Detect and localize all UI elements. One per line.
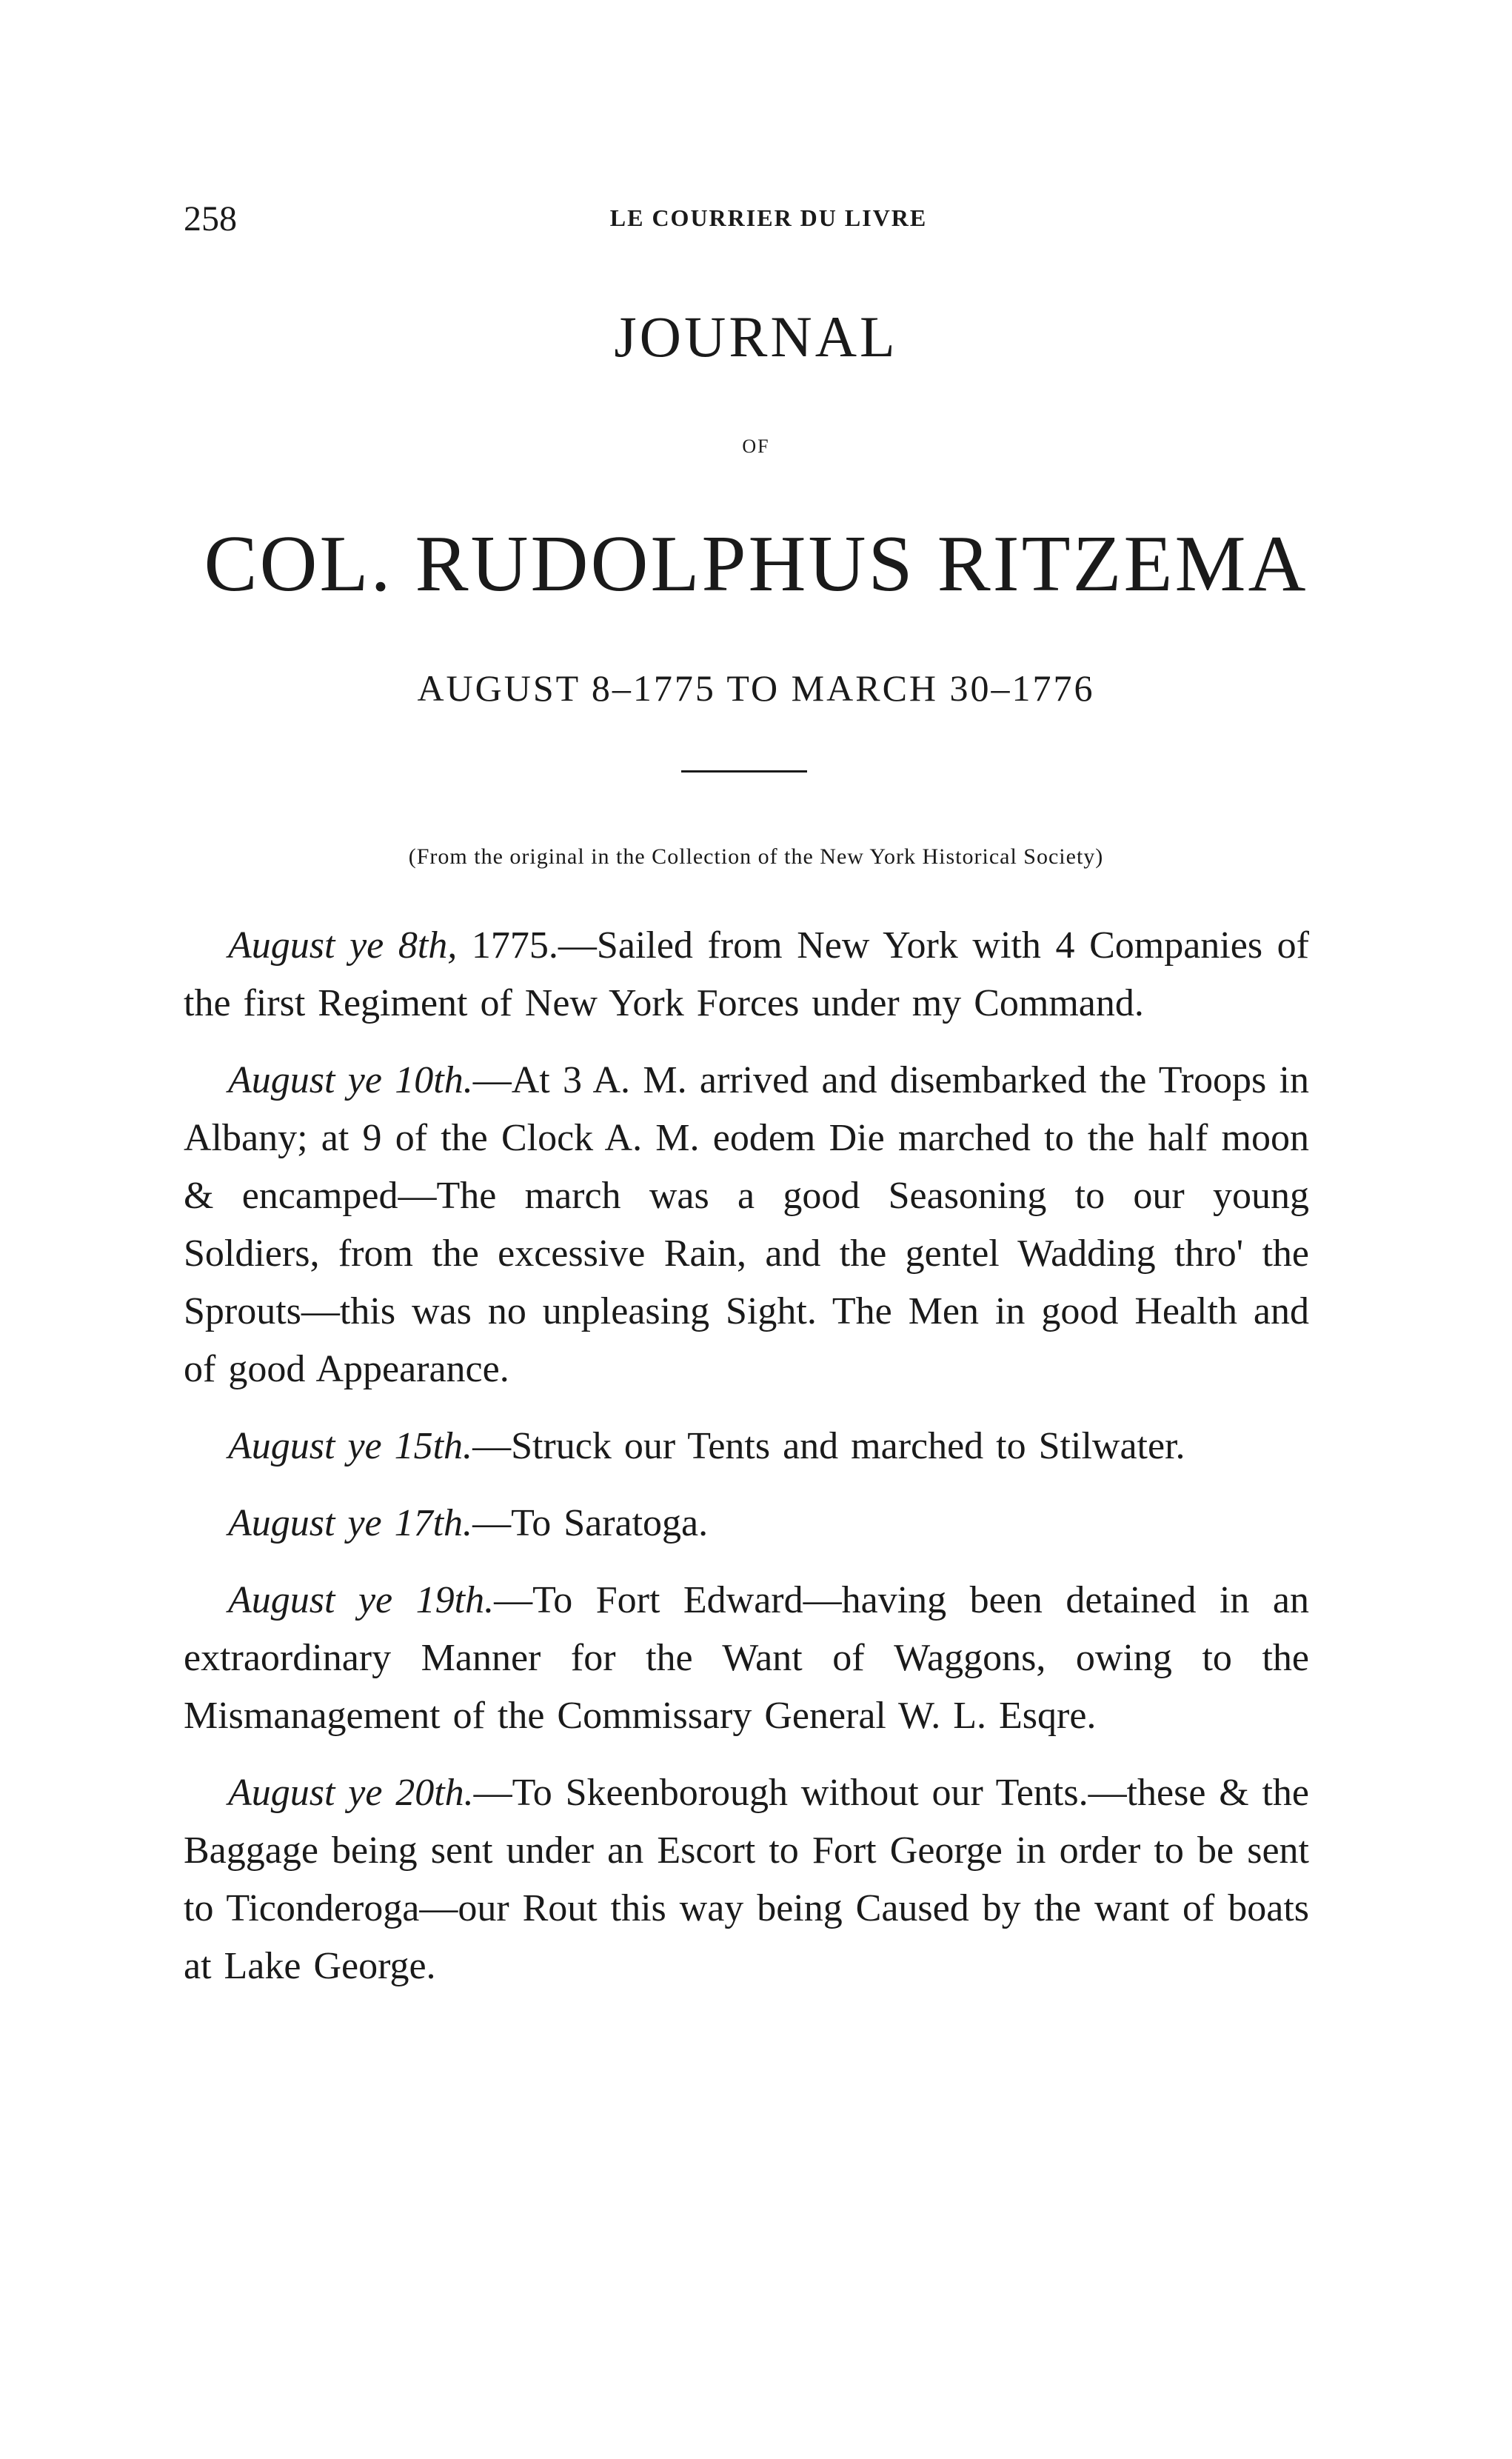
entry-date: August ye 15th. [228,1425,473,1467]
journal-entry [184,1495,1309,1552]
entry-date: August ye 10th. [228,1059,473,1101]
journal-entries [184,917,1309,2015]
journal-entry [184,1572,1309,1745]
author-name: COL. RUDOLPHUS RITZEMA [204,520,1308,608]
title-of: OF [742,436,770,457]
journal-entry [184,1764,1309,1995]
entry-text: 1775.—Sailed from New York with 4 Companies of the first Regiment of New York Forces under my Command. [184,924,1310,1024]
entry-date: August ye 8th, [228,924,458,967]
date-range: AUGUST 8–1775 TO MARCH 30–1776 [417,667,1095,709]
section-rule [681,770,807,773]
running-head [184,198,1309,243]
entry-date: August ye 19th. [228,1579,495,1621]
source-note: (From the original in the Collection of the New York Historical Society) [408,844,1104,869]
entry-date: August ye 17th. [228,1502,473,1544]
entry-text: —To Fort Edward—having been detained in an extraordinary Manner for the Want of Waggons, owing to the Mismanagement of the Commissary General W. L. Esqre. [184,1579,1309,1737]
entry-text: —To Skeenborough without our Tents.—these & the Baggage being sent under an Escort to Fort George in order to be sent to Ticonderoga—our Rout this way being Caused by the want of boats at Lake George. [184,1772,1310,1987]
journal-entry [184,1052,1309,1398]
journal-title: JOURNAL [614,304,898,369]
entry-text: —To Saratoga. [472,1502,709,1544]
running-title: LE COURRIER DU LIVRE [609,204,928,231]
entry-date: August ye 20th. [228,1772,474,1814]
journal-entry [184,917,1309,1032]
entry-text: —Struck our Tents and marched to Stilwater. [472,1425,1185,1467]
entry-text: —At 3 A. M. arrived and disembarked the Troops in Albany; at 9 of the Clock A. M. eodem Die marched to the half moon & encamped—The march was a good Seasoning to our young Soldiers, from the excessive Rain, and the gentel Wadding thro' the Sprouts—this was no unpleasing Sight. The Men in good Health and of good Appearance. [184,1059,1310,1390]
journal-entry [184,1418,1309,1475]
page-number: 258 [184,199,237,238]
